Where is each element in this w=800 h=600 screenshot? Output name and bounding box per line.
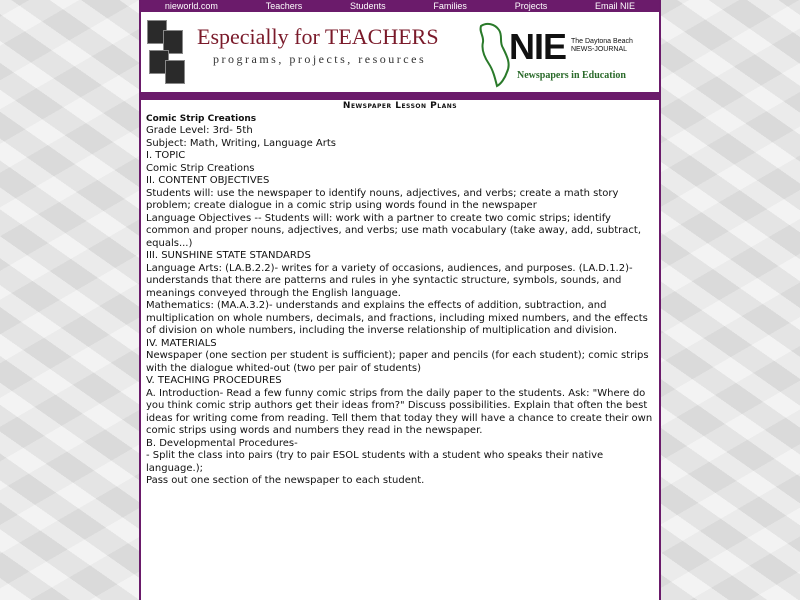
language-objectives-text: Language Objectives -- Students will: work with a partner to create two comic strips; identify common and proper nouns, adjectives, and verbs; use math vocabulary (take away, add, subtract, equals...) [146,212,641,249]
grade-level: Grade Level: 3rd- 5th [146,125,253,136]
topic-text: Comic Strip Creations [146,162,255,174]
nie-logo[interactable] [477,20,657,88]
nav-nieworld[interactable]: nieworld.com [164,1,218,11]
developmental-step-2: Pass out one section of the newspaper to each student. [146,475,425,486]
header-banner [141,12,659,92]
top-nav [141,0,659,12]
objectives-text: Students will: use the newspaper to identify nouns, adjectives, and verbs; create a math story problem; create dialogue in a comic strip using words found in the newspaper [146,187,619,211]
nie-logo-text: NIE [509,26,567,67]
nie-publisher: The Daytona Beach NEWS-JOURNAL [571,38,633,53]
subject: Subject: Math, Writing, Language Arts [146,137,336,149]
procedures-heading: V. TEACHING PROCEDURES [146,375,282,386]
developmental-heading: B. Developmental Procedures- [146,437,298,449]
page-container [139,0,661,600]
nav-students[interactable]: Students [350,1,386,11]
materials-heading: IV. MATERIALS [146,337,217,349]
banner-divider [141,92,659,100]
nav-teachers[interactable]: Teachers [265,1,303,11]
topic-heading: I. TOPIC [146,150,186,161]
banner-subtitle: programs, projects, resources [213,52,427,66]
lesson-title: Comic Strip Creations [146,113,257,124]
photo-collage-icon [147,20,183,84]
nav-projects[interactable]: Projects [514,1,548,11]
introduction-text: A. Introduction- Read a few funny comic strips from the daily paper to the students. Ask: "Where do you think comic strip authors get their ideas from?" Discuss possibilities. Explain that often the best ideas for writing come from reading. Tell them that today they will have a chance to create their own comic strips using words and numbers they read in the newspaper. [146,387,653,436]
objectives-heading: II. CONTENT OBJECTIVES [146,175,270,186]
standards-math-text: Mathematics: (MA.A.3.2)- understands and explains the effects of addition, subtraction, and multiplication on whole numbers, decimals, and fractions, including mixed numbers, and the effects of division on whole numbers, including the inverse relationship of multiplication and division. [146,300,648,336]
lesson-content [141,100,659,488]
standards-heading: III. SUNSHINE STATE STANDARDS [146,250,311,261]
page-heading: Newspaper Lesson Plans [342,101,458,111]
nav-families[interactable]: Families [433,1,467,11]
banner-title: Especially for TEACHERS [197,24,439,49]
standards-la-text: Language Arts: (LA.B.2.2)- writes for a variety of occasions, audiences, and purposes. (LA.D.1.2)- understands that there are patterns and rules in yhe syntactic structure, symbols, sounds, and meanings conveyed through the English language. [146,262,633,299]
nav-email-nie[interactable]: Email NIE [595,1,636,11]
developmental-step-1: - Split the class into pairs (try to pair ESOL students with a student who speaks their native language.); [146,450,604,474]
nie-tagline: Newspapers in Education [517,70,626,81]
materials-text: Newspaper (one section per student is sufficient); paper and pencils (for each student); comic strips with the dialogue whited-out (two per pair of students) [146,350,649,374]
